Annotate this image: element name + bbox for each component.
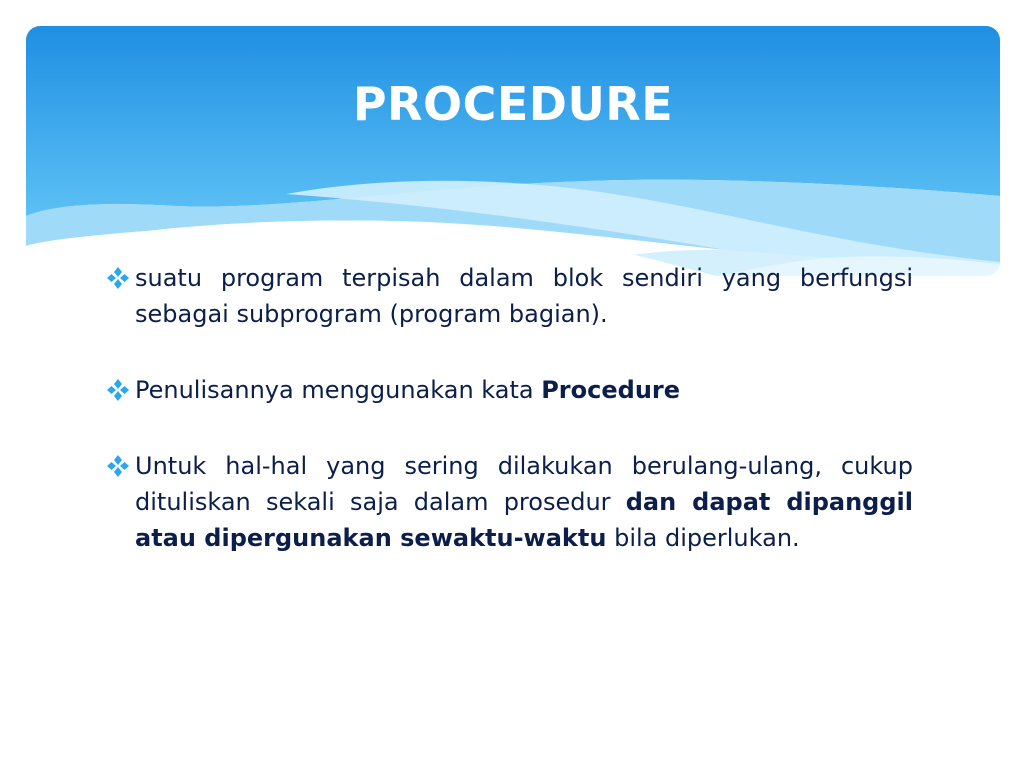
slide-title: PROCEDURE [352, 77, 674, 131]
bullet-text: Untuk hal-hal yang sering dilakukan berulang-ulang, cukup dituliskan sekali saja dalam prosedur [135, 452, 913, 516]
bullet-item [105, 260, 913, 332]
bullet-text: suatu program terpisah dalam blok sendiri yang berfungsi sebagai subprogram (program bagian). [135, 264, 913, 328]
bullet-text: Penulisannya menggunakan kata [135, 376, 542, 404]
bullet-text-bold: dan dapat dipanggil atau dipergunakan sewaktu-waktu [135, 488, 913, 552]
bullet-item [105, 448, 913, 556]
four-diamond-bullet-icon [105, 378, 131, 402]
bullet-text-bold: Procedure [541, 376, 681, 404]
bullet-item [105, 372, 913, 408]
bullet-list [105, 260, 913, 596]
bullet-text: bila diperlukan. [606, 524, 800, 552]
header-wave-graphic [26, 26, 1000, 276]
four-diamond-bullet-icon [105, 454, 131, 478]
header-banner [26, 26, 1000, 276]
four-diamond-bullet-icon [105, 266, 131, 290]
